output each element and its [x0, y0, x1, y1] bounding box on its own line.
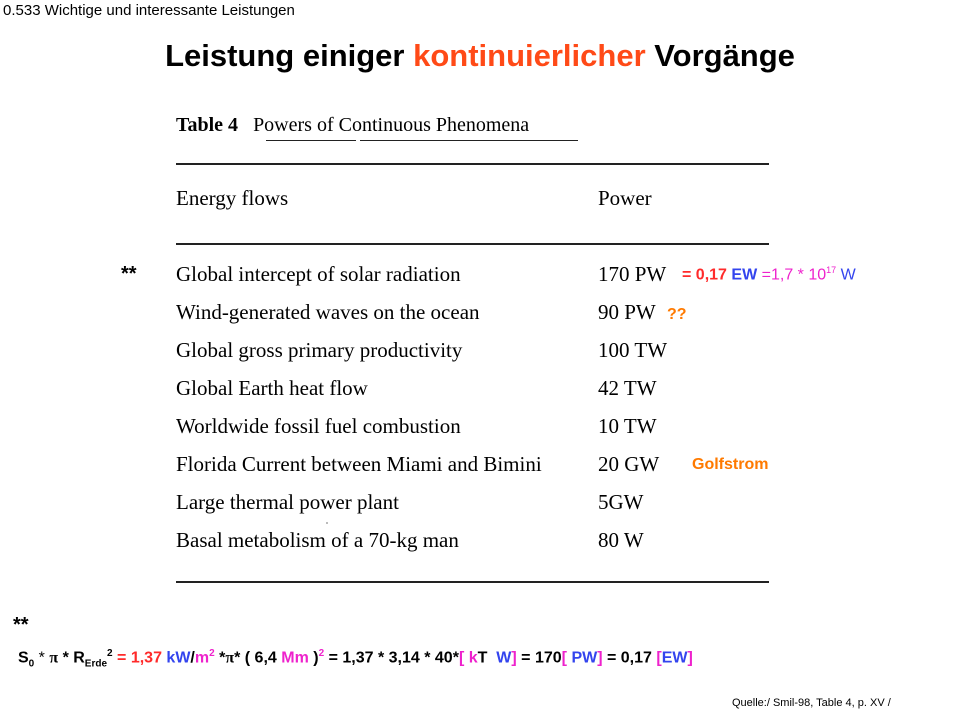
formula-eq4: = 0,17	[602, 649, 657, 667]
table-row-power-4: 42 TW	[598, 376, 657, 400]
table-row-flow-1: Global intercept of solar radiation	[176, 262, 461, 286]
table-row-power-5: 10 TW	[598, 414, 657, 438]
table-row-power-3: 100 TW	[598, 338, 668, 362]
formula-bracket2: [	[561, 649, 572, 667]
formula-pi1: π	[49, 649, 59, 667]
formula-eq1: = 1,37	[112, 649, 167, 667]
table-row-flow-8: Basal metabolism of a 70-kg man	[176, 528, 459, 552]
formula-bracket3-close: ]	[687, 649, 693, 667]
table-row-flow-4: Global Earth heat flow	[176, 376, 368, 400]
title-accent: kontinuierlicher	[413, 38, 646, 73]
formula-ew: EW	[661, 649, 688, 667]
table-label: Table 4	[176, 114, 239, 136]
formula-op3: *	[214, 649, 226, 667]
formula-pi2: π	[225, 649, 235, 667]
table-row-power-2: 90 PW	[598, 300, 656, 324]
formula-close-sup: 2	[318, 648, 325, 659]
row1-ew: EW	[731, 266, 758, 284]
formula-pw: PW	[571, 649, 598, 667]
formula-s-sub: 0	[28, 658, 35, 670]
row1-eq1: = 0,17	[682, 266, 727, 284]
formula-eq2: = 1,37 * 3,14 * 40*	[324, 649, 459, 667]
formula-r-sub: Erde	[84, 658, 108, 670]
formula-t: T	[477, 649, 488, 667]
caption-underline-left	[266, 140, 356, 141]
row6-note: Golfstrom	[692, 456, 769, 473]
table-bottom-rule	[176, 581, 769, 583]
formula-marker: **	[13, 614, 29, 636]
table-caption	[176, 114, 529, 137]
row2-question-marks: ??	[667, 306, 687, 323]
formula-eq3: = 170	[516, 649, 562, 667]
slide-title	[0, 38, 960, 74]
formula-r-sup: 2	[107, 648, 113, 659]
caption-underline-right	[360, 140, 578, 141]
formula-bracket1: [ k	[458, 649, 478, 667]
formula-m1: m	[194, 649, 210, 667]
title-part1: Leistung einiger	[165, 38, 414, 73]
source-citation: Quelle:/ Smil-98, Table 4, p. XV /	[732, 697, 891, 709]
row1-eq2: =1,7 * 10	[761, 266, 827, 284]
formula-s: S	[18, 649, 29, 667]
table-row-power-6: 20 GW	[598, 452, 660, 476]
formula-bracket3: [	[656, 649, 662, 667]
column-header-flows: Energy flows	[176, 186, 289, 210]
formula-m1-sup: 2	[209, 648, 215, 659]
formula-bracket1-close: ]	[511, 649, 517, 667]
row1-annotation	[682, 265, 856, 284]
formula-kw: kW	[166, 649, 191, 667]
formula-op4: * ( 6,4	[234, 649, 282, 667]
table-row-flow-2: Wind-generated waves on the ocean	[176, 300, 480, 324]
table-caption-text: Powers of Continuous Phenomena	[253, 114, 530, 136]
title-part2: Vorgänge	[645, 38, 795, 73]
table-row-flow-7: Large thermal power plant	[176, 490, 399, 514]
formula-w1: W	[496, 649, 512, 667]
table-row-flow-5: Worldwide fossil fuel combustion	[176, 414, 461, 438]
table-row-power-1: 170 PW	[598, 262, 667, 286]
table-row-power-7: 5GW	[598, 490, 644, 514]
formula-op1: *	[34, 649, 50, 667]
formula-op2: * R	[58, 649, 85, 667]
formula-slash: /	[190, 649, 195, 667]
column-header-power: Power	[598, 186, 652, 210]
scan-speck	[326, 522, 328, 524]
slide-number-label: 0.533 Wichtige und interessante Leistungen	[3, 2, 295, 19]
row1-unit: W	[840, 266, 856, 284]
table-top-rule	[176, 163, 769, 165]
table-row-power-8: 80 W	[598, 528, 644, 552]
row1-exp: 17	[826, 265, 837, 275]
formula-mm: Mm	[281, 649, 309, 667]
table-row-flow-3: Global gross primary productivity	[176, 338, 463, 362]
row1-marker: **	[121, 263, 137, 285]
formula-bracket2-close: ]	[597, 649, 603, 667]
formula-close: )	[308, 649, 319, 667]
table-row-flow-6: Florida Current between Miami and Bimini	[176, 452, 542, 476]
formula-line	[18, 648, 693, 670]
table-header-rule	[176, 243, 769, 245]
